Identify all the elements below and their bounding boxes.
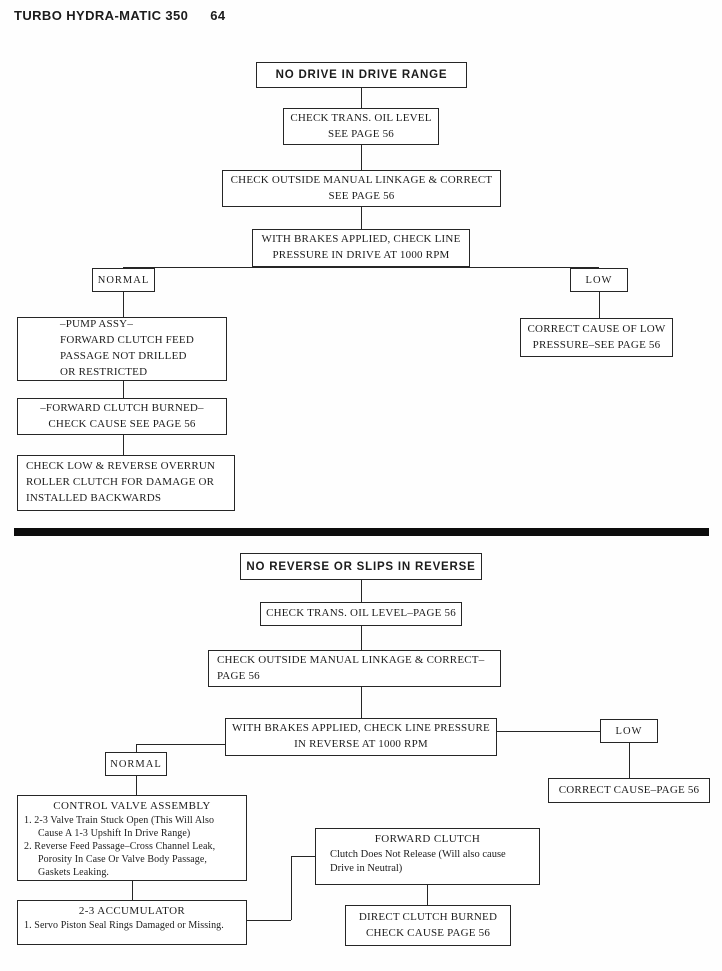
node-text: Clutch Does Not Release (Will also cause Drive in Neutral) bbox=[330, 849, 506, 875]
node-check-linkage bbox=[222, 170, 501, 207]
node-text-line: CORRECT CAUSE OF LOW bbox=[527, 322, 666, 335]
node-text-line: CHECK CAUSE PAGE 56 bbox=[365, 926, 491, 939]
branch-label-low: LOW bbox=[570, 268, 628, 292]
node-forward-clutch bbox=[315, 828, 540, 885]
node-text-line: IN REVERSE AT 1000 RPM bbox=[294, 738, 428, 750]
branch-label-low-2: LOW bbox=[600, 719, 658, 743]
node-text-line: FORWARD CLUTCH FEED bbox=[60, 334, 194, 347]
connector-line bbox=[132, 881, 133, 900]
node-check-oil-level-2: CHECK TRANS. OIL LEVEL–PAGE 56 bbox=[260, 602, 462, 626]
connector-line bbox=[136, 776, 137, 795]
node-text-line: DIRECT CLUTCH BURNED bbox=[358, 910, 498, 923]
connector-line bbox=[361, 626, 362, 650]
connector-line bbox=[599, 292, 600, 318]
connector-line bbox=[427, 885, 428, 905]
connector-line bbox=[629, 743, 630, 778]
branch-label-normal: NORMAL bbox=[92, 268, 155, 292]
node-list-item: 1. Servo Piston Seal Rings Damaged or Missing. bbox=[24, 920, 224, 931]
connector-line bbox=[136, 744, 137, 752]
node-correct-low-pressure bbox=[520, 318, 673, 357]
node-forward-clutch-burned bbox=[17, 398, 227, 435]
node-text-line: PASSAGE NOT DRILLED bbox=[60, 350, 187, 362]
node-text-line: CHECK CAUSE SEE PAGE 56 bbox=[48, 417, 196, 430]
node-correct-cause-2: CORRECT CAUSE–PAGE 56 bbox=[548, 778, 710, 803]
flowchart2-title: NO REVERSE OR SLIPS IN REVERSE bbox=[240, 553, 482, 580]
node-text-line: SEE PAGE 56 bbox=[328, 189, 395, 202]
node-text-line: OR RESTRICTED bbox=[60, 365, 148, 378]
header-title: TURBO HYDRA-MATIC 350 bbox=[14, 8, 189, 23]
node-text-line: ROLLER CLUTCH FOR DAMAGE OR bbox=[26, 476, 215, 489]
node-accumulator bbox=[17, 900, 247, 945]
node-text-line: –FORWARD CLUTCH BURNED– bbox=[40, 401, 204, 414]
connector-line bbox=[361, 145, 362, 170]
node-text-line: PRESSURE–SEE PAGE 56 bbox=[532, 338, 661, 351]
node-check-oil-level bbox=[283, 108, 439, 145]
node-pump-assy bbox=[17, 317, 227, 381]
branch-line bbox=[136, 744, 225, 745]
node-title: CONTROL VALVE ASSEMBLY bbox=[53, 800, 211, 812]
node-check-linkage-2 bbox=[208, 650, 501, 687]
node-text-line: WITH BRAKES APPLIED, CHECK LINE bbox=[261, 233, 461, 246]
node-direct-clutch-burned bbox=[345, 905, 511, 946]
branch-line bbox=[123, 267, 599, 268]
node-list-item: 2. Reverse Feed Passage–Cross Channel Leak, Porosity In Case Or Valve Body Passage, Gaskets Leaking. bbox=[24, 841, 216, 878]
connector-line bbox=[361, 687, 362, 718]
connector-line bbox=[361, 580, 362, 602]
node-text-line: CHECK OUTSIDE MANUAL LINKAGE & CORRECT bbox=[230, 173, 493, 186]
page-number: 64 bbox=[210, 8, 226, 23]
node-list-item: 1. 2-3 Valve Train Stuck Open (This Will Also Cause A 1-3 Upshift In Drive Range) bbox=[24, 815, 215, 839]
connector-line bbox=[291, 856, 315, 857]
node-text-line: CHECK TRANS. OIL LEVEL bbox=[290, 111, 432, 124]
connector-line bbox=[123, 381, 124, 398]
node-text-line: –PUMP ASSY– bbox=[60, 318, 134, 331]
connector-line bbox=[361, 88, 362, 108]
node-text-line: PRESSURE IN DRIVE AT 1000 RPM bbox=[272, 249, 450, 261]
flowchart1-title: NO DRIVE IN DRIVE RANGE bbox=[256, 62, 467, 88]
node-text-line: CHECK OUTSIDE MANUAL LINKAGE & CORRECT– bbox=[217, 653, 485, 666]
connector-line bbox=[291, 856, 292, 920]
node-text-line: SEE PAGE 56 bbox=[328, 127, 394, 140]
node-title: 2-3 ACCUMULATOR bbox=[78, 905, 186, 917]
branch-line bbox=[497, 731, 600, 732]
connector-line bbox=[123, 435, 124, 455]
section-divider bbox=[14, 528, 709, 536]
node-check-roller-clutch bbox=[17, 455, 235, 511]
node-check-line-pressure-2 bbox=[225, 718, 497, 756]
page-header bbox=[14, 8, 226, 23]
connector-line bbox=[361, 207, 362, 229]
connector-line bbox=[123, 292, 124, 317]
branch-label-normal-2: NORMAL bbox=[105, 752, 167, 776]
node-text-line: PAGE 56 bbox=[217, 669, 260, 682]
node-title: FORWARD CLUTCH bbox=[374, 833, 481, 845]
node-control-valve-assembly bbox=[17, 795, 247, 881]
node-text-line: INSTALLED BACKWARDS bbox=[26, 491, 162, 504]
node-text-line: WITH BRAKES APPLIED, CHECK LINE PRESSURE bbox=[232, 722, 490, 735]
node-text-line: CHECK LOW & REVERSE OVERRUN bbox=[26, 460, 216, 473]
node-check-line-pressure bbox=[252, 229, 470, 267]
connector-line bbox=[247, 920, 291, 921]
